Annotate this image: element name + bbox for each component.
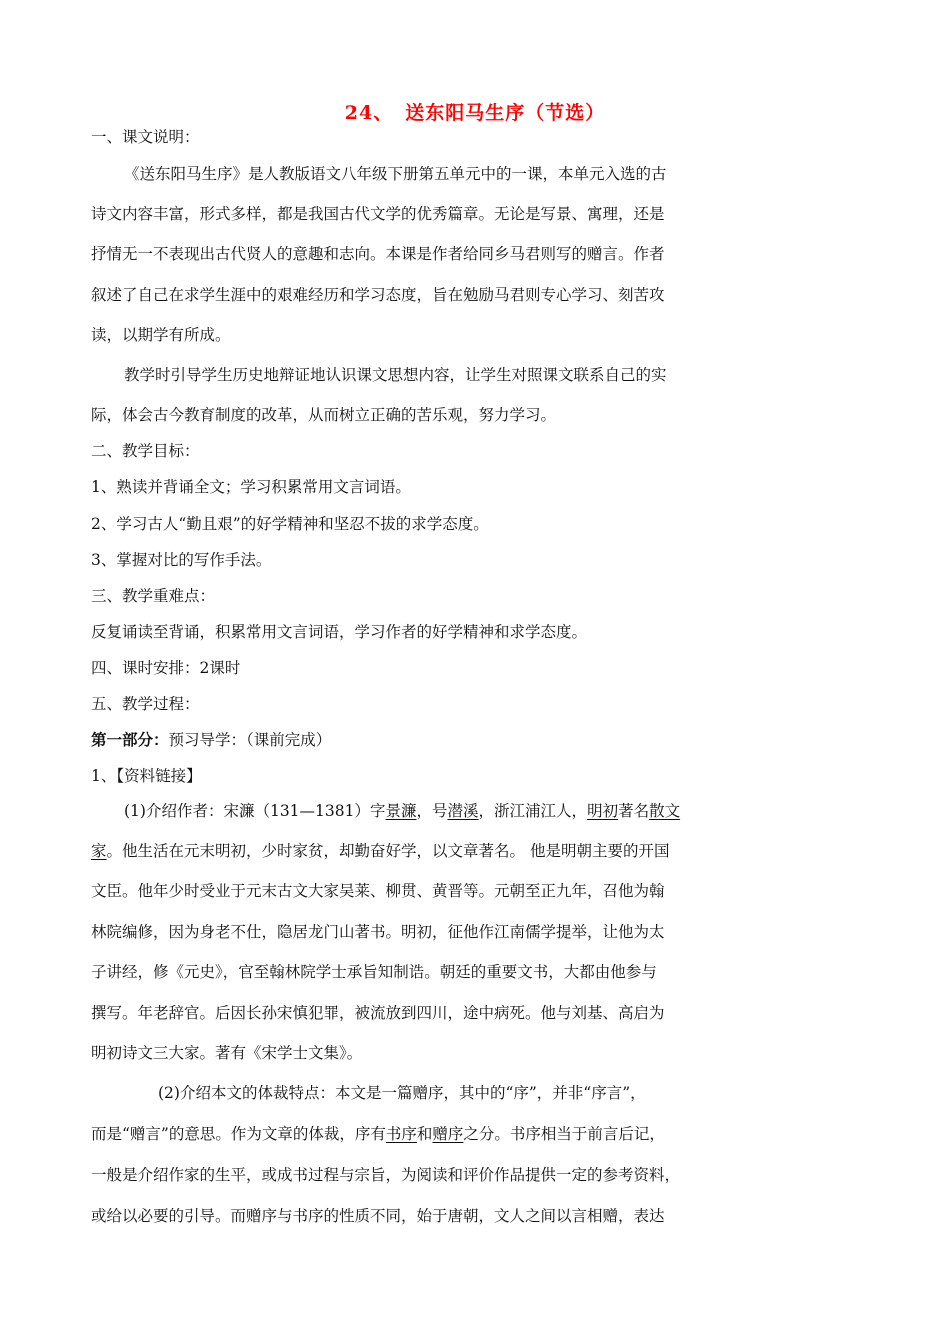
underlined-term: 书序 xyxy=(385,1125,417,1143)
part-one-label: 第一部分： xyxy=(91,730,169,749)
section-heading-schedule: 四、课时安排：2课时 xyxy=(91,659,241,677)
author-intro-line: 文臣。他年少时受业于元末古文大家吴莱、柳贯、黄晋等。元朝至正九年，召他为翰 xyxy=(91,882,665,900)
author-intro-line: 撰写。年老辞官。后因长孙宋慎犯罪，被流放到四川，途中病死。他与刘基、高启为 xyxy=(91,1004,665,1022)
lesson-number: 24、 xyxy=(344,102,394,124)
text-run: 著名 xyxy=(618,802,650,820)
paragraph-line: 《送东阳马生序》是人教版语文八年级下册第五单元中的一课，本单元入选的古 xyxy=(124,165,667,183)
paragraph-line: 抒情无一不表现出古代贤人的意趣和志向。本课是作者给同乡马君则写的赠言。作者 xyxy=(91,245,665,263)
lesson-title: 送东阳马生序（节选） xyxy=(405,102,606,124)
underlined-term: 潜溪 xyxy=(447,802,479,820)
text-run: ，浙江浦江人， xyxy=(478,802,588,820)
paragraph-line: 教学时引导学生历史地辩证地认识课文思想内容，让学生对照课文联系自己的实 xyxy=(124,366,667,384)
section-heading-process: 五、教学过程： xyxy=(91,695,200,713)
text-run: 而是“赠言”的意思。作为文章的体裁，序有 xyxy=(91,1125,386,1143)
genre-intro-line: (2)介绍本文的体裁特点：本文是一篇赠序，其中的“序”，并非“序言”， xyxy=(158,1084,646,1102)
text-run: 和 xyxy=(416,1125,433,1143)
author-intro-line: 明初诗文三大家。著有《宋学士文集》。 xyxy=(91,1044,363,1062)
underlined-term: 赠序 xyxy=(432,1125,464,1143)
author-intro-line: 子讲经，修《元史》，官至翰林院学士承旨知制诰。朝廷的重要文书，大都由他参与 xyxy=(91,963,657,981)
text-run: 之分。书序相当于前言后记， xyxy=(463,1125,665,1143)
goal-item: 3、掌握对比的写作手法。 xyxy=(91,551,272,569)
section-heading-keypoints: 三、教学重难点： xyxy=(91,587,216,605)
paragraph-line: 叙述了自己在求学生涯中的艰难经历和学习态度，旨在勉励马君则专心学习、刻苦攻 xyxy=(91,286,665,304)
author-intro-line: 林院编修，因为身老不仕，隐居龙门山著书。明初，征他作江南儒学提举，让他为太 xyxy=(91,923,665,941)
underlined-term: 散文 xyxy=(649,802,681,820)
section-heading-goals: 二、教学目标： xyxy=(91,442,200,460)
author-intro-line xyxy=(91,841,669,861)
author-intro-line xyxy=(124,801,680,821)
goal-item: 1、熟读并背诵全文；学习积累常用文言词语。 xyxy=(91,478,411,496)
underlined-term: 景濂 xyxy=(385,802,417,820)
goal-item: 2、学习古人“勤且艰”的好学精神和坚忍不拔的求学态度。 xyxy=(91,515,489,533)
paragraph-line: 读，以期学有所成。 xyxy=(91,326,231,344)
paragraph-line: 际，体会古今教育制度的改革，从而树立正确的苦乐观，努力学习。 xyxy=(91,406,557,424)
keypoints-text: 反复诵读至背诵，积累常用文言词语，学习作者的好学精神和求学态度。 xyxy=(91,623,588,641)
part-one-heading xyxy=(91,730,331,750)
genre-intro-line: 或给以必要的引导。而赠序与书序的性质不同，始于唐朝，文人之间以言相赠，表达 xyxy=(91,1207,665,1225)
resource-link-heading: 1、【资料链接】 xyxy=(91,767,202,785)
paragraph-line: 诗文内容丰富，形式多样，都是我国古代文学的优秀篇章。无论是写景、寓理，还是 xyxy=(91,205,665,223)
genre-intro-line: 一般是介绍作家的生平，或成书过程与宗旨，为阅读和评价作品提供一定的参考资料， xyxy=(91,1166,681,1184)
text-run: ，号 xyxy=(416,802,448,820)
underlined-term: 家 xyxy=(91,842,107,860)
text-run: 。他生活在元末明初，少时家贫，却勤奋好学，以文章著名。 他是明朝主要的开国 xyxy=(106,842,670,860)
genre-intro-line xyxy=(91,1124,665,1144)
text-run: (1)介绍作者：宋濂（131—1381）字 xyxy=(124,802,386,820)
document-title xyxy=(0,98,950,125)
part-one-text: 预习导学：（课前完成） xyxy=(168,731,332,749)
section-heading-explanation: 一、课文说明： xyxy=(91,128,200,146)
underlined-term: 明初 xyxy=(587,802,619,820)
